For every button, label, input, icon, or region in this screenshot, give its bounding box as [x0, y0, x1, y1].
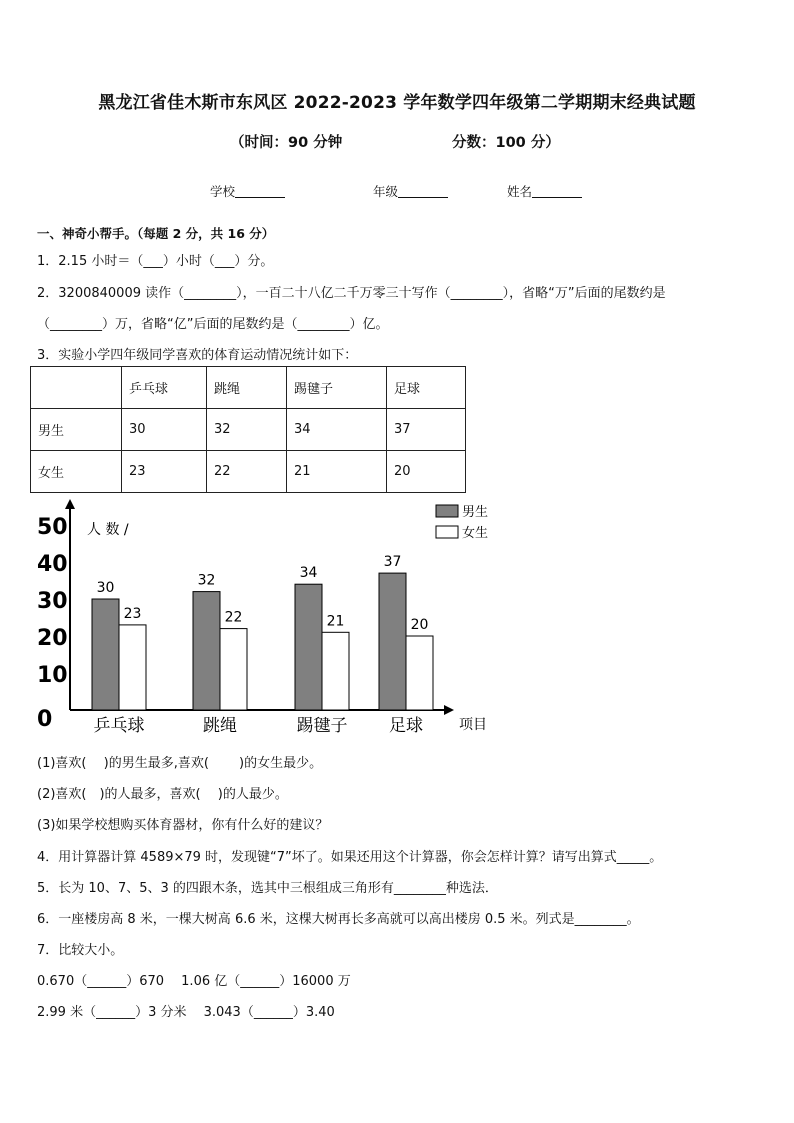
sports-table [30, 366, 466, 493]
category-label: 踢毽子 [296, 716, 348, 736]
school-field [210, 182, 285, 200]
sports-bar-chart [30, 497, 500, 742]
school-label: 学校 [210, 184, 236, 199]
exam-time: （时间：90 分钟 [230, 135, 343, 151]
table-row [31, 451, 466, 493]
category-label: 乒乓球 [93, 716, 145, 736]
question-3-part-3: (3)如果学校想购买体育器材，你有什么好的建议？ [37, 818, 329, 833]
y-axis-label: 人 数 / [87, 522, 129, 538]
y-axis-arrow [65, 499, 75, 509]
table-header-cell: 跳绳 [207, 367, 287, 409]
bar-girls [220, 629, 247, 710]
data-label-girls: 23 [123, 605, 142, 622]
data-label-boys: 37 [383, 554, 402, 571]
bar-boys [379, 573, 406, 710]
data-label-boys: 30 [96, 580, 115, 596]
table-cell: 34 [287, 409, 387, 451]
grade-field [373, 182, 448, 200]
bar-girls [322, 632, 349, 710]
table-cell: 32 [207, 409, 287, 451]
x-axis-arrow [444, 705, 454, 715]
table-header-row [31, 367, 466, 409]
y-tick-label: 0 [37, 707, 53, 732]
question-1: 1．2.15 小时＝（___）小时（___）分。 [37, 254, 274, 269]
question-3: 3．实验小学四年级同学喜欢的体育运动情况统计如下： [37, 348, 358, 363]
bar-boys [295, 584, 322, 710]
legend-swatch-girls [436, 526, 458, 538]
legend-label-boys: 男生 [462, 505, 489, 520]
data-label-girls: 22 [224, 609, 243, 626]
section-heading: 一、神奇小帮手。（每题 2 分，共 16 分） [37, 226, 275, 241]
question-3-part-2: (2)喜欢( )的人最多，喜欢( )的人最少。 [37, 787, 288, 802]
bar-girls [406, 636, 433, 710]
question-3-part-1: (1)喜欢( )的男生最多,喜欢( )的女生最少。 [37, 756, 323, 771]
exam-score: 分数：100 分） [452, 135, 560, 151]
table-cell: 22 [207, 451, 287, 493]
legend-label-girls: 女生 [462, 526, 489, 541]
question-2-line-2: （________）万，省略“亿”后面的尾数约是（________）亿。 [37, 317, 389, 332]
table-cell: 23 [122, 451, 207, 493]
y-tick-label: 50 [37, 515, 68, 540]
bar-boys [92, 599, 119, 710]
table-header-cell [31, 367, 122, 409]
question-7: 7．比较大小。 [37, 943, 124, 958]
category-label: 跳绳 [203, 716, 237, 736]
x-axis-label: 项目 [459, 717, 487, 733]
y-tick-label: 30 [37, 589, 68, 614]
data-label-boys: 32 [197, 572, 216, 589]
table-cell: 37 [387, 409, 466, 451]
question-5: 5．长为 10、7、5、3 的四跟木条，选其中三根组成三角形有________种选法． [37, 881, 498, 896]
school-blank[interactable] [235, 184, 285, 198]
data-label-girls: 20 [410, 617, 429, 633]
question-7-row-2: 2.99 米（______）3 分米 3.043（______）3.40 [37, 1005, 335, 1020]
y-tick-label: 10 [37, 663, 68, 688]
grade-label: 年级 [373, 184, 399, 199]
page-title: 黑龙江省佳木斯市东风区 2022-2023 学年数学四年级第二学期期末经典试题 [98, 93, 696, 113]
bar-boys [193, 592, 220, 710]
category-label: 足球 [389, 716, 423, 736]
data-label-boys: 34 [299, 565, 318, 582]
question-4: 4．用计算器计算 4589×79 时，发现键“7”坏了。如果还用这个计算器，你会怎样计算？请写出算式_____。 [37, 850, 663, 865]
data-label-girls: 21 [326, 613, 345, 630]
row-label: 男生 [31, 409, 122, 451]
name-blank[interactable] [532, 184, 582, 198]
table-cell: 20 [387, 451, 466, 493]
y-tick-label: 40 [37, 552, 68, 577]
y-tick-label: 20 [37, 626, 68, 651]
question-6: 6．一座楼房高 8 米，一棵大树高 6.6 米，这棵大树再长多高就可以高出楼房 0.5 米。列式是________。 [37, 912, 640, 927]
question-2-line-1: 2．3200840009 读作（________），一百二十八亿二千万零三十写作（________），省略“万”后面的尾数约是 [37, 286, 666, 301]
grade-blank[interactable] [398, 184, 448, 198]
table-row [31, 409, 466, 451]
question-7-row-1: 0.670（______）670 1.06 亿（______）16000 万 [37, 974, 351, 989]
name-field [507, 182, 582, 200]
row-label: 女生 [31, 451, 122, 493]
table-header-cell: 乒乓球 [122, 367, 207, 409]
table-header-cell: 踢毽子 [287, 367, 387, 409]
table-cell: 30 [122, 409, 207, 451]
legend-swatch-boys [436, 505, 458, 517]
bar-girls [119, 625, 146, 710]
table-cell: 21 [287, 451, 387, 493]
table-header-cell: 足球 [387, 367, 466, 409]
name-label: 姓名 [507, 184, 533, 199]
